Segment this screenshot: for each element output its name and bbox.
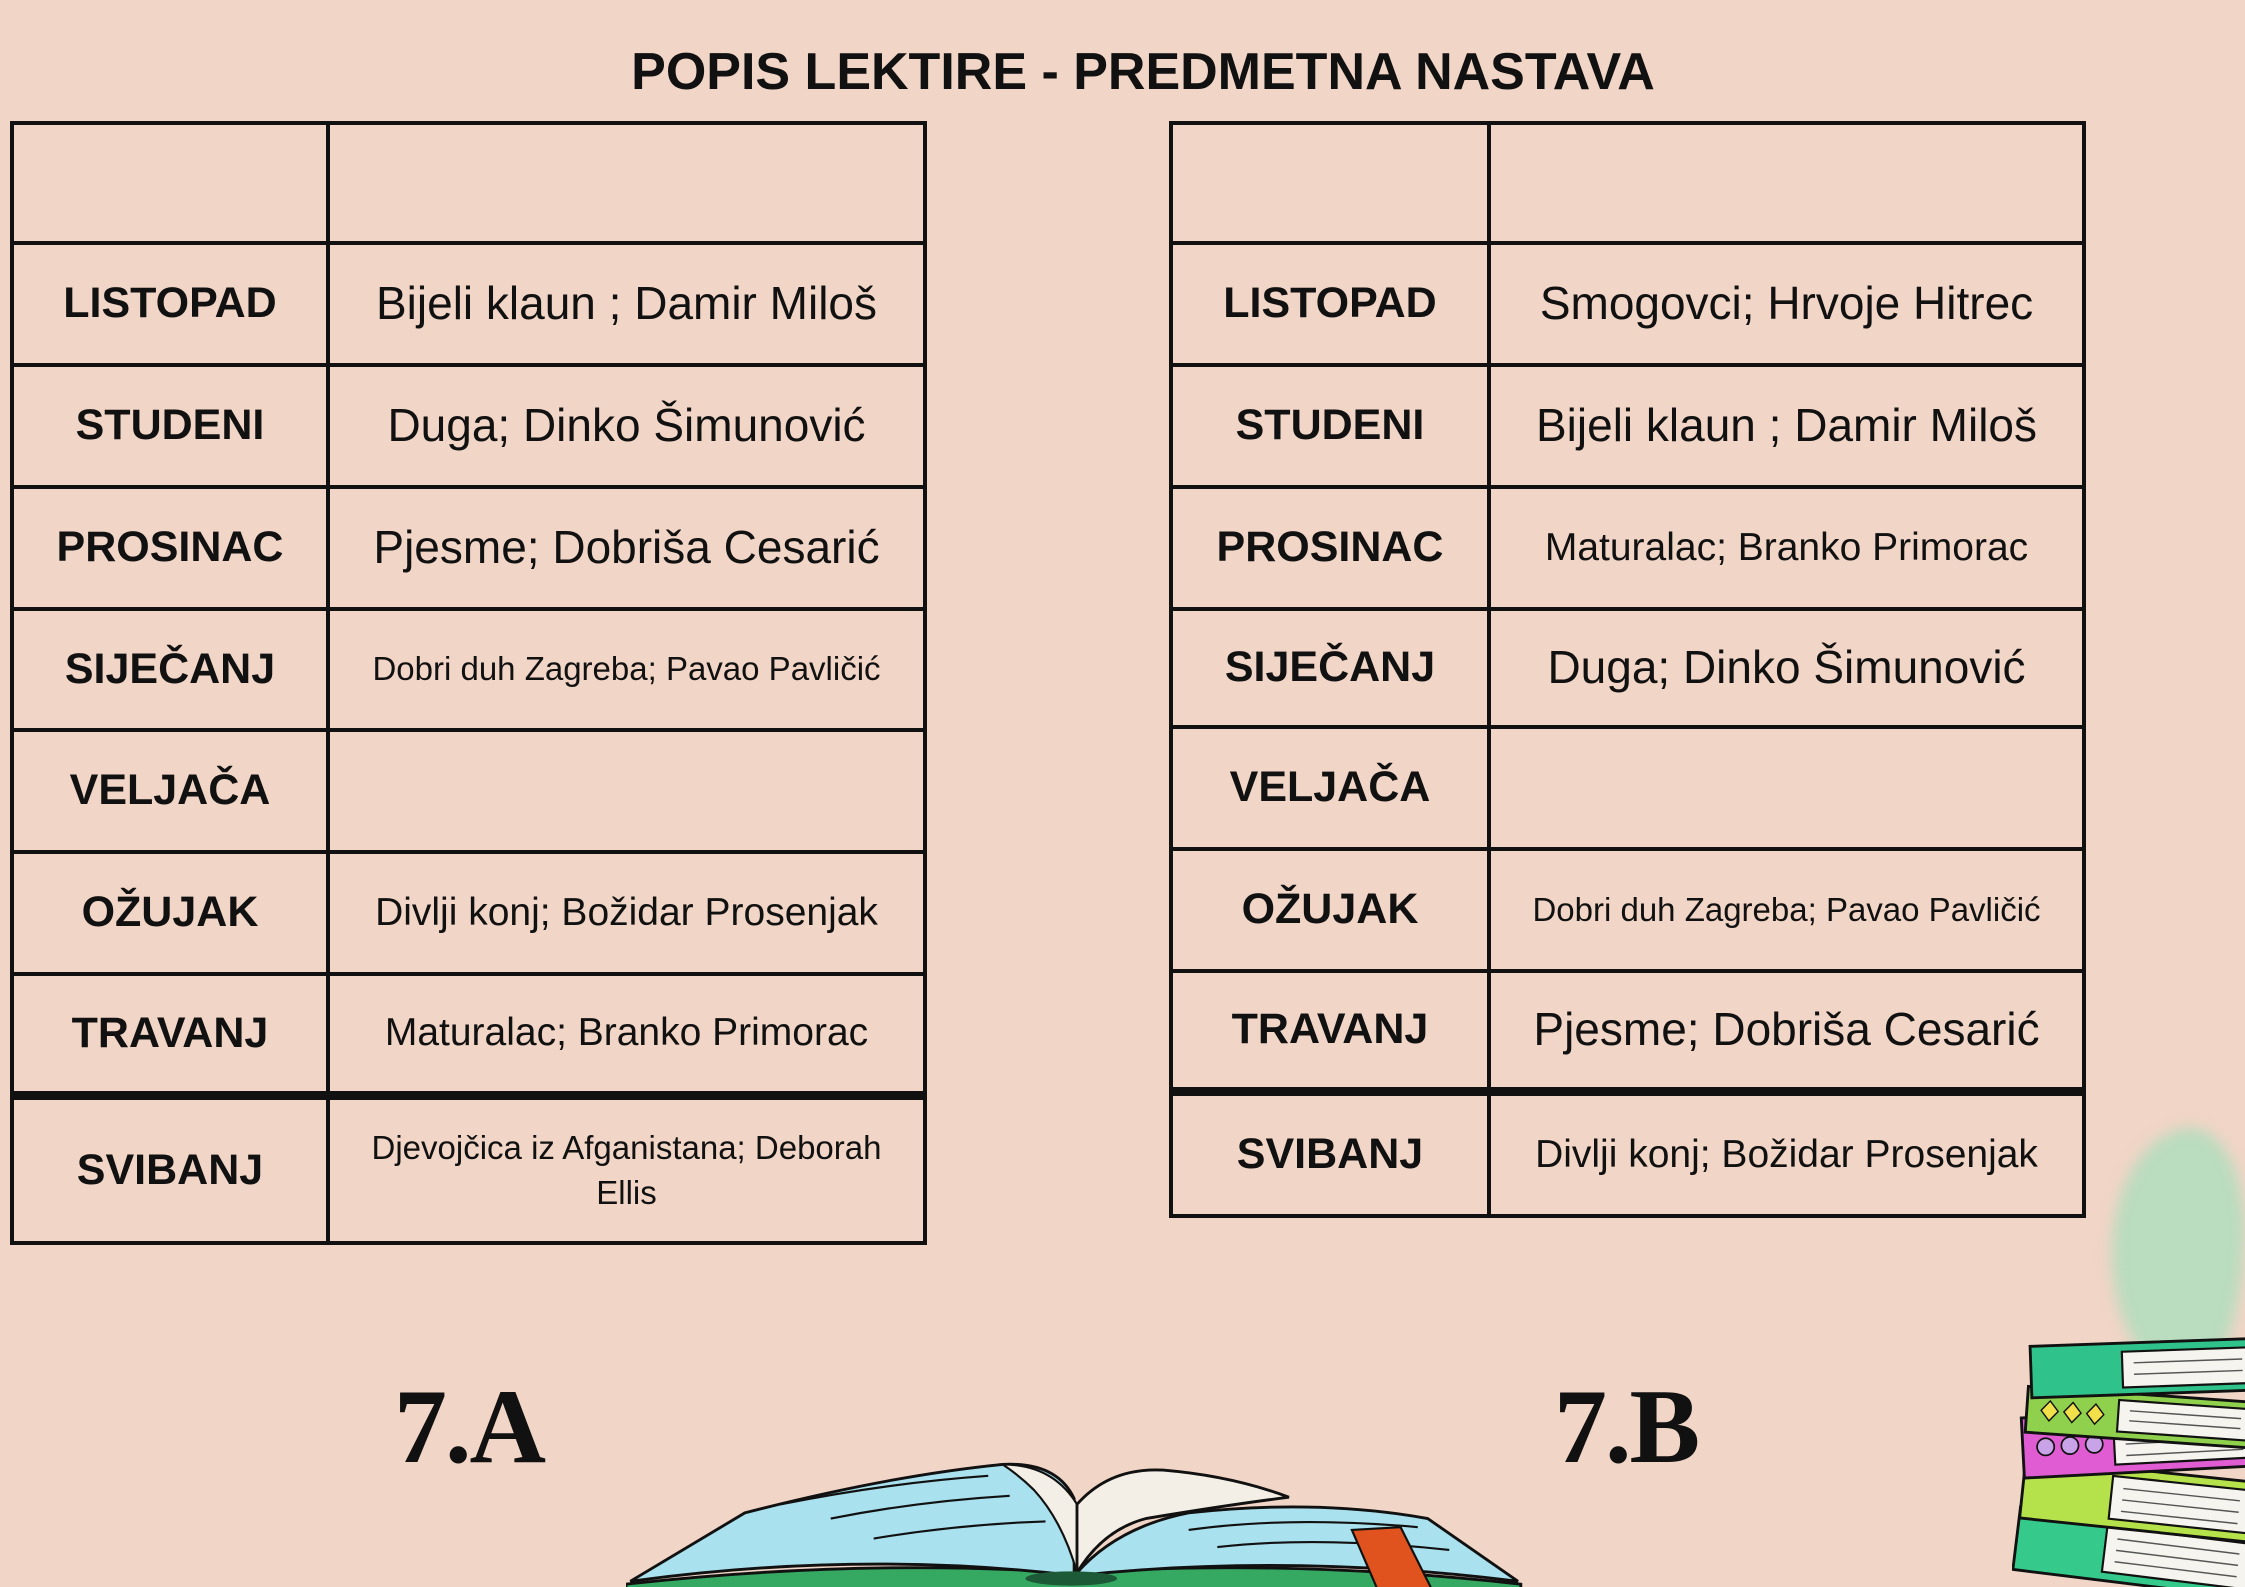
header-book-cell: [1491, 125, 2082, 241]
book-cell: Maturalac; Branko Primorac: [330, 976, 923, 1091]
page-title: POPIS LEKTIRE - PREDMETNA NASTAVA: [631, 43, 1655, 101]
book-cell: Divlji konj; Božidar Prosenjak: [330, 854, 923, 972]
book-cell: Divlji konj; Božidar Prosenjak: [1491, 1091, 2082, 1214]
reading-table-7a: [10, 121, 927, 1245]
book-cell: Bijeli klaun ; Damir Miloš: [330, 245, 923, 363]
open-book-icon: [626, 1453, 1528, 1587]
month-cell: SIJEČANJ: [1173, 611, 1487, 725]
book-cell: Dobri duh Zagreba; Pavao Pavličić: [1491, 851, 2082, 969]
month-cell: OŽUJAK: [14, 854, 326, 972]
month-cell: OŽUJAK: [1173, 851, 1487, 969]
month-cell: SVIBANJ: [1173, 1091, 1487, 1214]
book-cell: Smogovci; Hrvoje Hitrec: [1491, 245, 2082, 363]
book-cell: Duga; Dinko Šimunović: [330, 367, 923, 485]
book-stack-icon: [2012, 1332, 2245, 1587]
month-cell: LISTOPAD: [14, 245, 326, 363]
book-cell: Duga; Dinko Šimunović: [1491, 611, 2082, 725]
month-cell: TRAVANJ: [1173, 973, 1487, 1087]
class-label-7b: 7.B: [1554, 1368, 1699, 1485]
header-month-cell: [1173, 125, 1487, 241]
book-cell: Bijeli klaun ; Damir Miloš: [1491, 367, 2082, 485]
book-cell: Djevojčica iz Afganistana; Deborah Ellis: [330, 1095, 923, 1241]
header-month-cell: [14, 125, 326, 241]
class-label-7a: 7.A: [394, 1368, 545, 1485]
book-cell: Pjesme; Dobriša Cesarić: [330, 489, 923, 607]
book-cell: [330, 732, 923, 850]
month-cell: STUDENI: [14, 367, 326, 485]
month-cell: PROSINAC: [14, 489, 326, 607]
month-cell: VELJAČA: [14, 732, 326, 850]
book-cell: Dobri duh Zagreba; Pavao Pavličić: [330, 611, 923, 728]
month-cell: TRAVANJ: [14, 976, 326, 1091]
book-cell: Pjesme; Dobriša Cesarić: [1491, 973, 2082, 1087]
book-cell: [1491, 729, 2082, 847]
month-cell: SVIBANJ: [14, 1095, 326, 1241]
month-cell: PROSINAC: [1173, 489, 1487, 607]
month-cell: LISTOPAD: [1173, 245, 1487, 363]
reading-table-7b: [1169, 121, 2086, 1218]
month-cell: VELJAČA: [1173, 729, 1487, 847]
book-cell: Maturalac; Branko Primorac: [1491, 489, 2082, 607]
month-cell: SIJEČANJ: [14, 611, 326, 728]
header-book-cell: [330, 125, 923, 241]
month-cell: STUDENI: [1173, 367, 1487, 485]
